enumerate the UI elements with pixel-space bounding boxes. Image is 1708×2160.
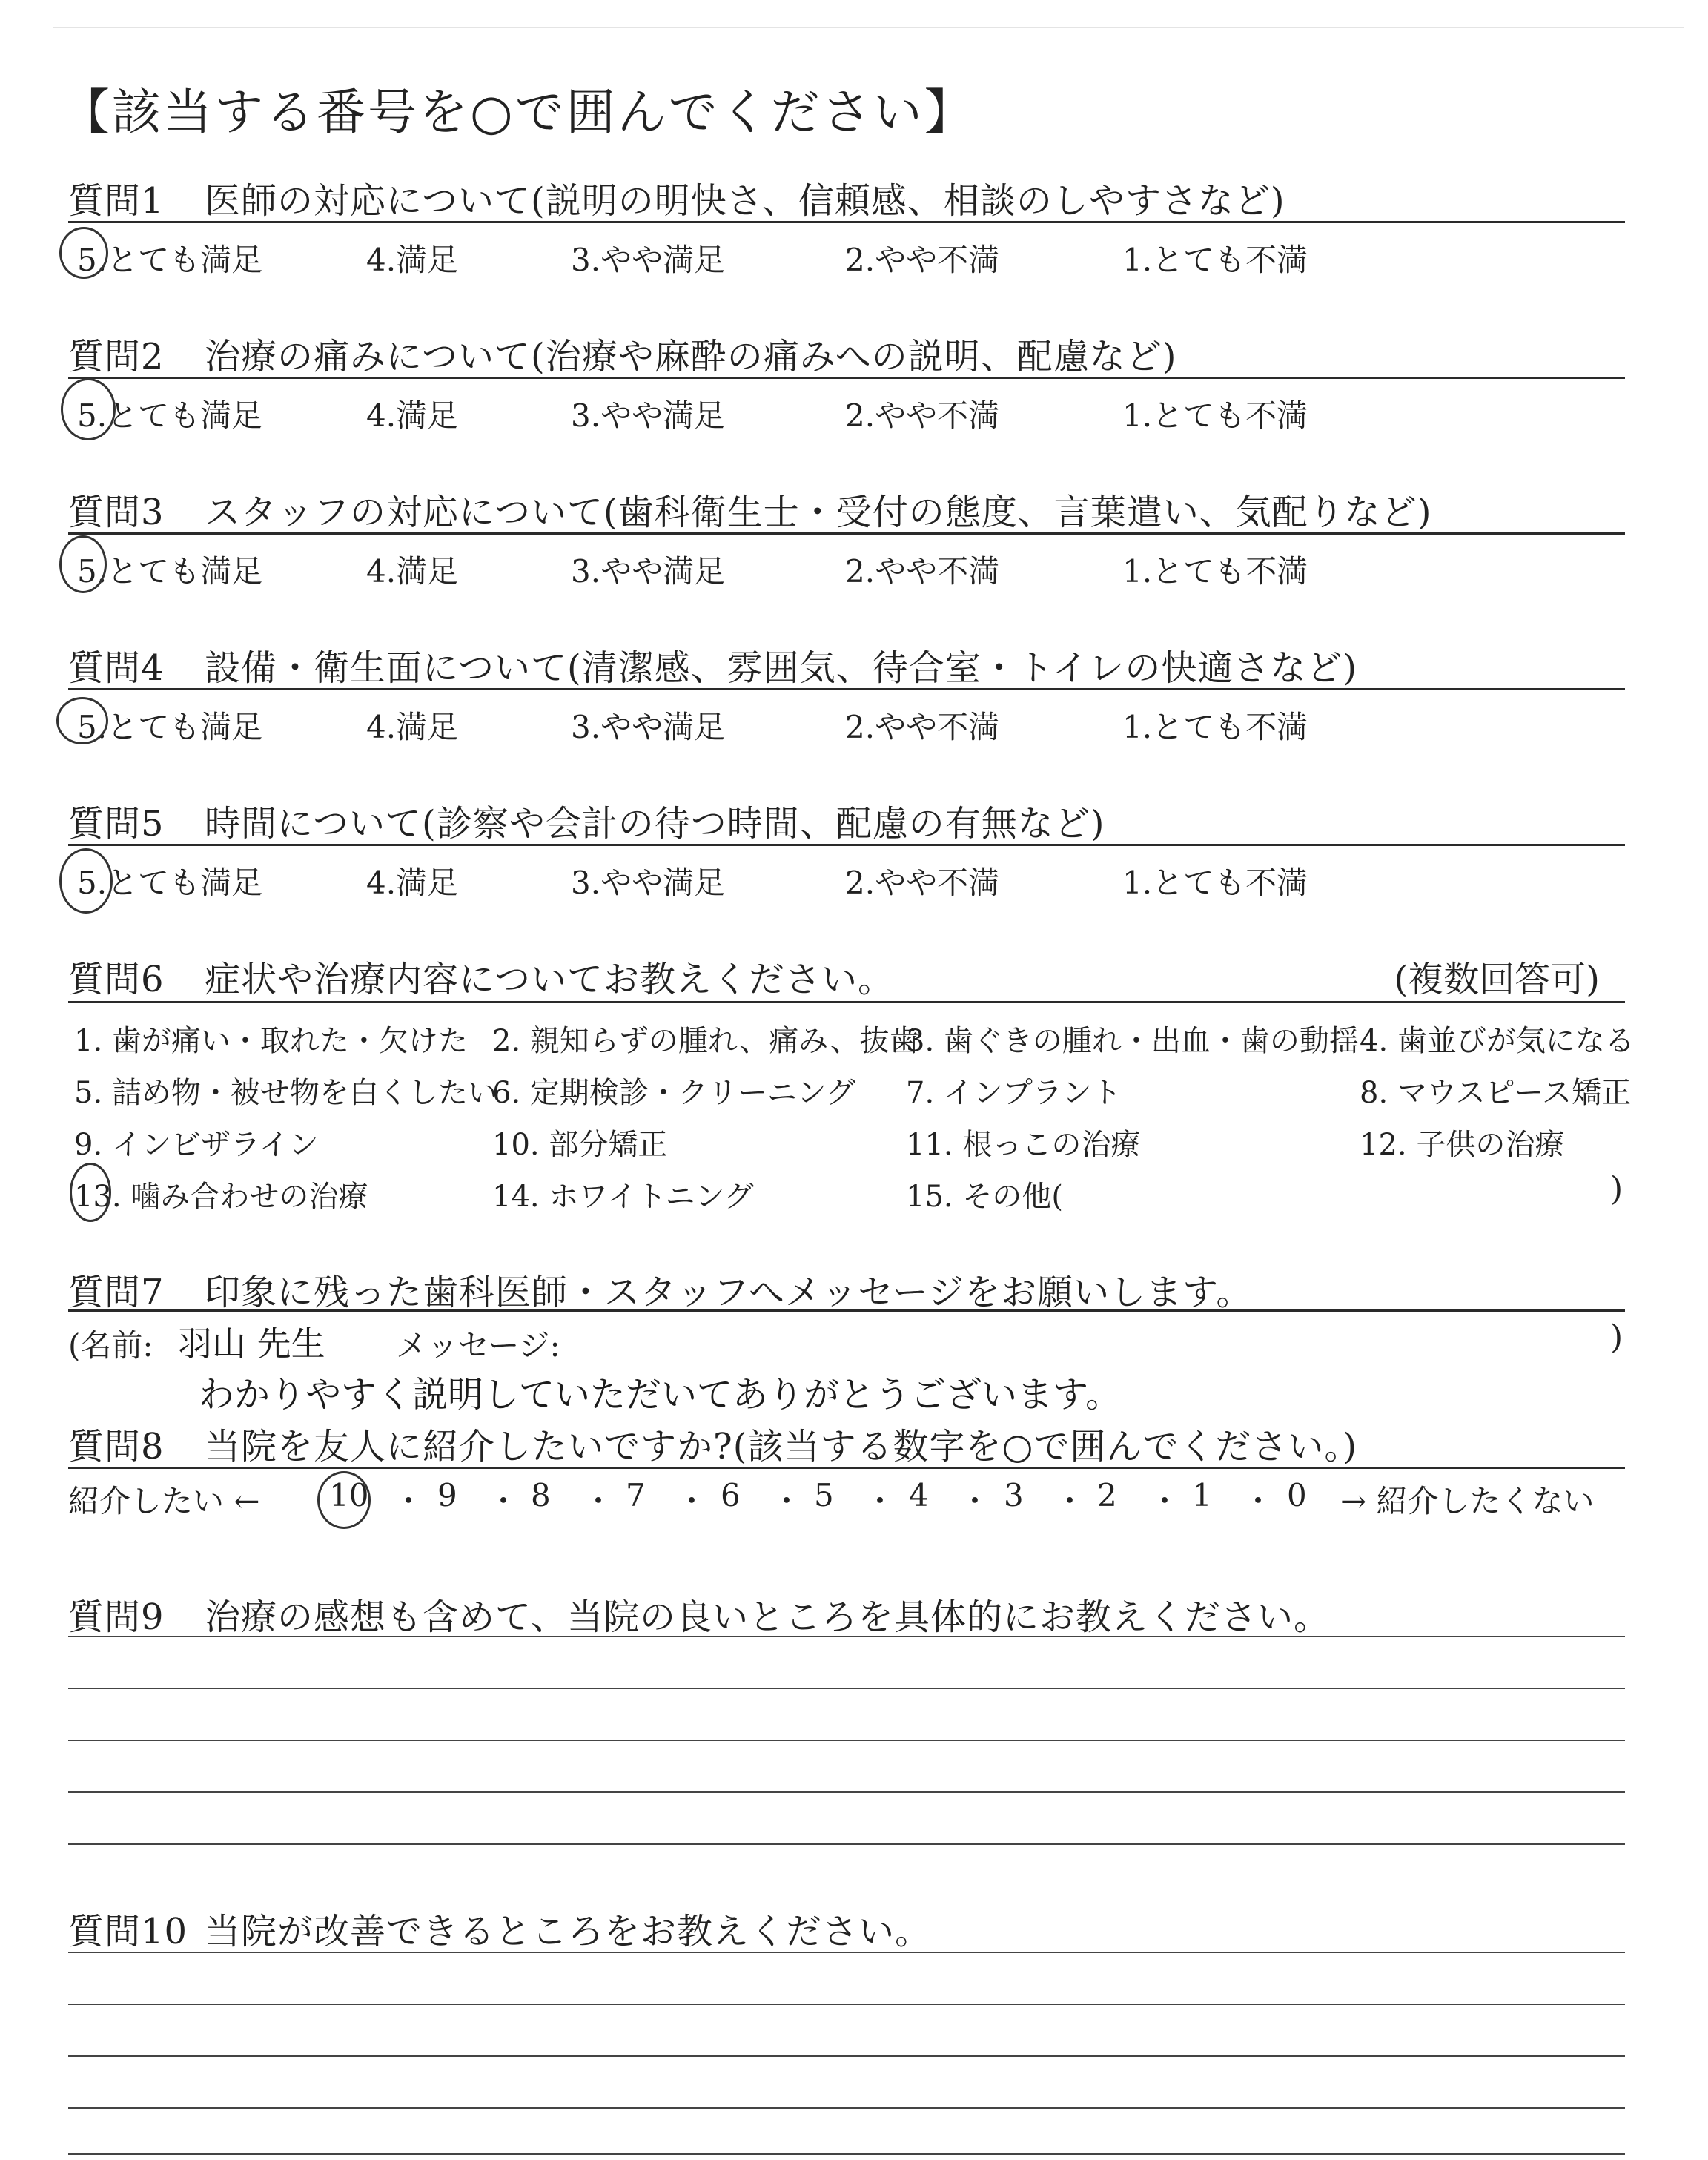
question-3 (68, 483, 1432, 535)
rating-option-1[interactable]: 1.とても不満 (1122, 865, 1308, 901)
rating-option-2[interactable]: 2.やや不満 (845, 397, 1000, 434)
hand-drawn-circle-mark (61, 378, 116, 440)
scale-separator: ・ (1149, 1483, 1181, 1519)
rating-option-3[interactable]: 3.やや満足 (571, 709, 726, 745)
question-number: 質問1 (68, 180, 165, 222)
scale-value-6[interactable]: 6 (721, 1477, 741, 1513)
rating-option-3[interactable]: 3.やや満足 (571, 242, 726, 278)
scale-value-9[interactable]: 9 (437, 1477, 457, 1513)
hand-drawn-circle-mark (59, 848, 113, 914)
handwritten-name[interactable]: 羽山 先生 (178, 1324, 325, 1364)
question-4 (68, 639, 1357, 690)
symptom-option[interactable]: 12. 子供の治療 (1360, 1128, 1565, 1162)
scale-separator: ・ (771, 1483, 803, 1519)
message-label: メッセージ: (396, 1327, 560, 1364)
symptom-option[interactable]: 4. 歯並びが気になる (1360, 1024, 1635, 1058)
question-rule (68, 844, 1625, 846)
rating-option-5[interactable]: 5.とても満足 (77, 865, 263, 901)
scale-separator: ・ (959, 1483, 991, 1519)
scale-value-4[interactable]: 4 (909, 1477, 929, 1513)
scale-value-2[interactable]: 2 (1097, 1477, 1117, 1513)
scale-value-1[interactable]: 1 (1192, 1477, 1212, 1513)
scale-separator: ・ (393, 1483, 425, 1519)
rating-option-1[interactable]: 1.とても不満 (1122, 709, 1308, 745)
rating-option-2[interactable]: 2.やや不満 (845, 553, 1000, 589)
answer-line[interactable] (68, 1740, 1625, 1741)
rating-option-3[interactable]: 3.やや満足 (571, 865, 726, 901)
rating-option-4[interactable]: 4.満足 (366, 242, 459, 278)
symptom-option[interactable]: 13. 噛み合わせの治療 (74, 1180, 368, 1214)
rating-option-1[interactable]: 1.とても不満 (1122, 242, 1308, 278)
symptom-option[interactable]: 5. 詰め物・被せ物を白くしたい (74, 1076, 497, 1110)
symptom-option[interactable]: 1. 歯が痛い・取れた・欠けた (74, 1024, 468, 1058)
question-rule (68, 1309, 1625, 1312)
question-text: 医師の対応について(説明の明快さ、信頼感、相談のしやすさなど) (205, 180, 1285, 222)
answer-line[interactable] (68, 2055, 1625, 2057)
question-number: 質問7 (68, 1272, 165, 1313)
scale-value-10[interactable]: 10 (329, 1477, 369, 1513)
symptom-option[interactable]: 6. 定期検診・クリーニング (492, 1076, 856, 1110)
answer-line[interactable] (68, 1952, 1625, 1953)
rating-option-1[interactable]: 1.とても不満 (1122, 553, 1308, 589)
scale-separator: ・ (1242, 1483, 1274, 1519)
question-text: 治療の痛みについて(治療や麻酔の痛みへの説明、配慮など) (205, 336, 1177, 377)
other-close-paren: ) (1610, 1170, 1623, 1208)
question-text: 時間について(診察や会計の待つ時間、配慮の有無など) (205, 803, 1105, 845)
question-number: 質問6 (68, 959, 165, 1000)
question-rule (68, 1001, 1625, 1003)
scale-value-8[interactable]: 8 (531, 1477, 551, 1513)
question-number: 質問3 (68, 492, 165, 533)
scale-value-7[interactable]: 7 (626, 1477, 646, 1513)
rating-option-3[interactable]: 3.やや満足 (571, 397, 726, 434)
recommend-right-label: → 紹介したくない (1340, 1483, 1595, 1519)
hand-drawn-circle-mark (56, 697, 108, 744)
scale-separator: ・ (676, 1483, 708, 1519)
question-10 (68, 1903, 931, 1954)
question-number: 質問10 (68, 1911, 188, 1952)
rating-option-5[interactable]: 5.とても満足 (77, 553, 263, 589)
question-text: 症状や治療内容についてお教えください。 (205, 959, 895, 1000)
hand-drawn-circle-mark (59, 535, 107, 593)
symptom-option[interactable]: 3. 歯ぐきの腫れ・出血・歯の動揺 (906, 1024, 1359, 1058)
question-rule (68, 377, 1625, 379)
rating-option-4[interactable]: 4.満足 (366, 709, 459, 745)
answer-line[interactable] (68, 2153, 1625, 2155)
symptom-option-other[interactable]: 15. その他( (906, 1180, 1063, 1214)
question-5 (68, 795, 1105, 846)
question-9 (68, 1588, 1330, 1639)
rating-option-2[interactable]: 2.やや不満 (845, 865, 1000, 901)
question-number: 質問5 (68, 803, 165, 845)
question-text: 当院が改善できるところをお教えください。 (205, 1911, 932, 1952)
answer-line[interactable] (68, 2004, 1625, 2005)
symptom-option[interactable]: 8. マウスピース矯正 (1360, 1076, 1632, 1110)
hand-drawn-circle-mark (70, 1163, 111, 1222)
rating-option-4[interactable]: 4.満足 (366, 553, 459, 589)
symptom-option[interactable]: 2. 親知らずの腫れ、痛み、抜歯 (492, 1024, 919, 1058)
question-1 (68, 172, 1285, 223)
question-text: 印象に残った歯科医師・スタッフへメッセージをお願いします。 (205, 1272, 1253, 1313)
question-number: 質問4 (68, 647, 165, 689)
hand-drawn-circle-mark (317, 1471, 371, 1529)
question-text: 治療の感想も含めて、当院の良いところを具体的にお教えください。 (205, 1596, 1331, 1638)
question-text: 設備・衛生面について(清潔感、雰囲気、待合室・トイレの快適さなど) (205, 647, 1358, 689)
question-number: 質問2 (68, 336, 165, 377)
rating-option-2[interactable]: 2.やや不満 (845, 242, 1000, 278)
question-rule (68, 221, 1625, 223)
answer-line[interactable] (68, 1688, 1625, 1689)
scale-value-5[interactable]: 5 (814, 1477, 834, 1513)
page-title: 【該当する番号を○で囲んでください】 (61, 84, 976, 141)
scale-separator: ・ (583, 1483, 615, 1519)
rating-option-1[interactable]: 1.とても不満 (1122, 397, 1308, 434)
rating-option-5[interactable]: 5.とても満足 (77, 397, 263, 434)
question-8 (68, 1418, 1357, 1469)
scale-value-0[interactable]: 0 (1287, 1477, 1307, 1513)
question-rule (68, 688, 1625, 690)
rating-option-3[interactable]: 3.やや満足 (571, 553, 726, 589)
hand-drawn-circle-mark (59, 227, 108, 279)
question-rule (68, 532, 1625, 535)
rating-option-5[interactable]: 5.とても満足 (77, 709, 263, 745)
multiple-answers-note: (複数回答可) (1394, 959, 1600, 1000)
scale-separator: ・ (1054, 1483, 1086, 1519)
scale-value-3[interactable]: 3 (1004, 1477, 1024, 1513)
answer-line[interactable] (68, 1636, 1625, 1637)
handwritten-message[interactable]: わかりやすく説明していただいてありがとうございます。 (199, 1374, 1122, 1416)
scale-separator: ・ (864, 1483, 896, 1519)
question-number: 質問9 (68, 1596, 165, 1638)
question-number: 質問8 (68, 1426, 165, 1467)
recommend-left-label: 紹介したい ← (68, 1483, 260, 1519)
symptom-option[interactable]: 7. インプラント (906, 1076, 1122, 1110)
rating-option-4[interactable]: 4.満足 (366, 865, 459, 901)
answer-line[interactable] (68, 2107, 1625, 2109)
symptom-option[interactable]: 9. インビザライン (74, 1128, 319, 1162)
rating-option-5[interactable]: 5.とても満足 (77, 242, 263, 278)
rating-option-2[interactable]: 2.やや不満 (845, 709, 1000, 745)
answer-line[interactable] (68, 1791, 1625, 1793)
question-rule (68, 1467, 1625, 1469)
symptom-option[interactable]: 10. 部分矯正 (492, 1128, 668, 1162)
question-text: スタッフの対応について(歯科衛生士・受付の態度、言葉遣い、気配りなど) (205, 492, 1432, 533)
question-6 (68, 951, 894, 1002)
question-2 (68, 328, 1177, 379)
question-text: 当院を友人に紹介したいですか?(該当する数字を○で囲んでください。) (205, 1426, 1358, 1467)
rating-option-4[interactable]: 4.満足 (366, 397, 459, 434)
name-label: (名前: (68, 1327, 153, 1364)
page-top-edge (53, 27, 1684, 28)
message-close-paren: ) (1610, 1318, 1623, 1356)
symptom-option[interactable]: 11. 根っこの治療 (906, 1128, 1141, 1162)
scale-separator: ・ (488, 1483, 520, 1519)
question-7 (68, 1264, 1252, 1315)
symptom-option[interactable]: 14. ホワイトニング (492, 1180, 754, 1214)
answer-line[interactable] (68, 1843, 1625, 1845)
